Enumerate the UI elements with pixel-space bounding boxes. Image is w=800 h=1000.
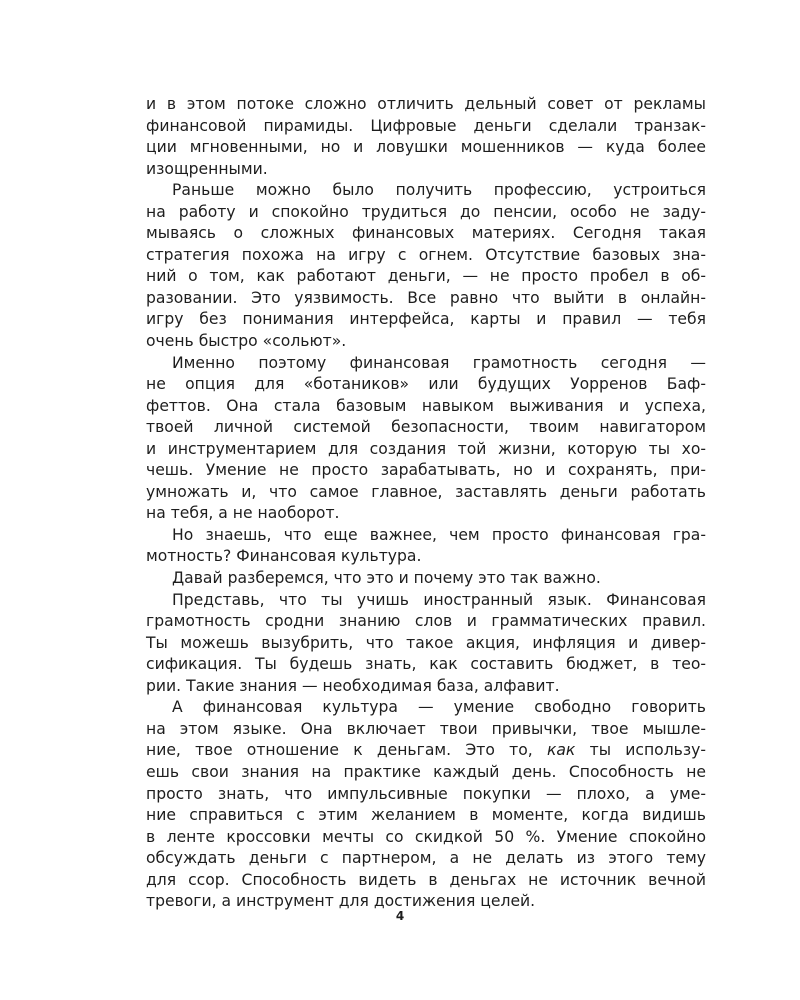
text-line: Давай разберемся, что это и почему это так важно. (172, 569, 601, 588)
text-line: ние, твое отношение к деньгам. Это то, как ты использу- (146, 741, 707, 760)
text-line: в ленте кроссовки мечты со скидкой 50 %. Умение спокойно (146, 827, 706, 846)
text-line: Именно поэтому финансовая грамотность сегодня — (172, 353, 706, 372)
text-line: на работу и спокойно трудиться до пенсии, особо не заду- (146, 202, 706, 221)
text-line: игру без понимания интерфейса, карты и правил — тебя (146, 310, 706, 329)
text-line: для ссор. Способность видеть в деньгах не источник вечной (146, 870, 706, 889)
text-line: А финансовая культура — умение свободно говорить (172, 698, 706, 717)
text-line: феттов. Она стала базовым навыком выживания и успеха, (146, 396, 706, 415)
text-line: ции мгновенными, но и ловушки мошенников — куда более (146, 138, 706, 157)
text-line: Раньше можно было получить профессию, устроиться (172, 181, 706, 200)
text-line: на этом языке. Она включает твои привычки, твое мышле- (146, 719, 706, 738)
text-line: изощренными. (146, 159, 268, 178)
text-line: тревоги, а инструмент для достижения целей. (146, 892, 536, 911)
emphasis-text: как (546, 741, 576, 760)
text-line: рии. Такие знания — необходимая база, алфавит. (146, 676, 560, 695)
text-line: Но знаешь, что еще важнее, чем просто финансовая гра- (172, 525, 706, 544)
text-line: и в этом потоке сложно отличить дельный совет от рекламы (146, 95, 706, 113)
text-line: ний о том, как работают деньги, — не просто пробел в об- (146, 267, 706, 286)
text-line: Ты можешь вызубрить, что такое акция, инфляция и дивер- (146, 633, 706, 652)
text-line: просто знать, что импульсивные покупки — плохо, а уме- (146, 784, 706, 803)
text-line: очень быстро «сольют». (146, 332, 347, 351)
text-line: стратегия похожа на игру с огнем. Отсутствие базовых зна- (146, 245, 706, 264)
text-line: мотность? Финансовая культура. (146, 547, 422, 566)
text-line: разовании. Это уязвимость. Все равно что выйти в онлайн- (146, 288, 706, 307)
body-text (146, 94, 706, 913)
text-line: ешь свои знания на практике каждый день. Способность не (146, 762, 706, 781)
text-line: Представь, что ты учишь иностранный язык. Финансовая (172, 590, 706, 609)
text-line: умножать и, что самое главное, заставлять деньги работать (146, 482, 706, 501)
text-line: финансовой пирамиды. Цифровые деньги сделали транзак- (146, 116, 706, 135)
page-number: 4 (395, 909, 405, 923)
text-line: мываясь о сложных финансовых материях. Сегодня такая (146, 224, 706, 243)
text-line: чешь. Умение не просто зарабатывать, но и сохранять, при- (146, 461, 706, 480)
text-line: на тебя, а не наоборот. (146, 504, 340, 523)
text-line: сификация. Ты будешь знать, как составить бюджет, в тео- (146, 655, 706, 674)
text-line: и инструментарием для создания той жизни, которую ты хо- (146, 439, 706, 458)
text-line: ние справиться с этим желанием в моменте, когда видишь (146, 806, 706, 825)
text-line: грамотность сродни знанию слов и грамматических правил. (146, 612, 706, 631)
text-line: не опция для «ботаников» или будущих Уорренов Баф- (146, 375, 706, 394)
text-line: обсуждать деньги с партнером, а не делать из этого тему (146, 849, 706, 868)
text-line: твоей личной системой безопасности, твоим навигатором (146, 418, 706, 437)
